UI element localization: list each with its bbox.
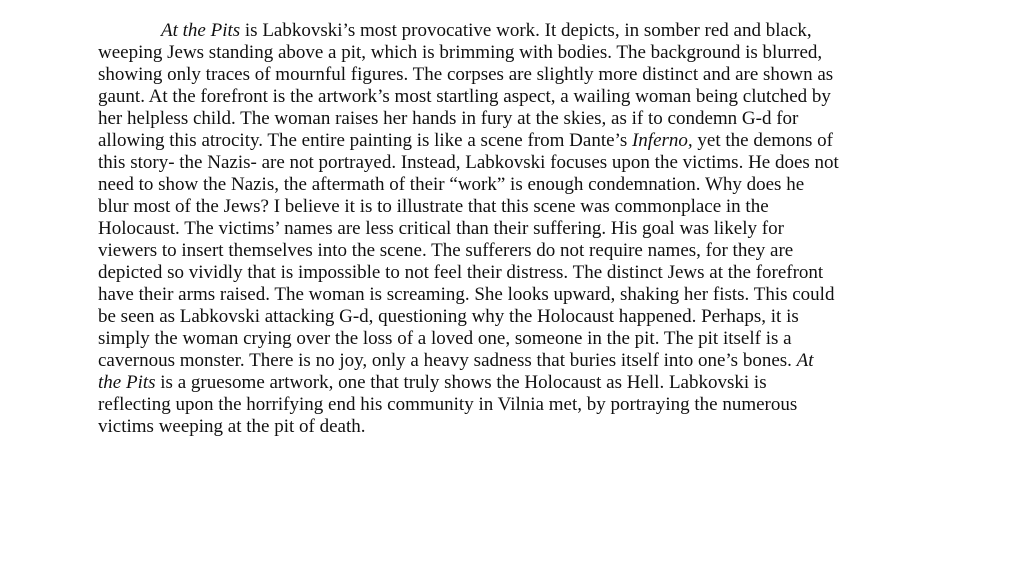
line-text: her helpless child. The woman raises her hands in fury at the skies, as if to condemn G-d for [98,108,799,129]
line-text: is a gruesome artwork, one that truly shows the Holocaust as Hell. Labkovski is [155,372,767,393]
line-text: allowing this atrocity. The entire painting is like a scene from Dante’s [98,130,632,151]
paragraph-line [98,350,814,372]
line-text: viewers to insert themselves into the scene. The sufferers do not require names, for they are [98,240,794,261]
line-text: reflecting upon the horrifying end his community in Vilnia met, by portraying the numerous [98,394,798,415]
line-text: is Labkovski’s most provocative work. It depicts, in somber red and black, [240,20,812,41]
line-text: victims weeping at the pit of death. [98,416,366,437]
line-text: yet the demons of [692,130,834,151]
line-text: cavernous monster. There is no joy, only a heavy sadness that buries itself into one’s bones. [98,350,797,371]
paragraph-line [98,64,833,86]
line-text: be seen as Labkovski attacking G-d, questioning why the Holocaust happened. Perhaps, it is [98,306,799,327]
paragraph-line [98,328,792,350]
paragraph-line [98,152,839,174]
line-text: this story- the Nazis- are not portrayed. Instead, Labkovski focuses upon the victims. He does not [98,152,839,173]
line-text: Holocaust. The victims’ names are less critical than their suffering. His goal was likely for [98,218,784,239]
line-text: simply the woman crying over the loss of a loved one, someone in the pit. The pit itself is a [98,328,792,349]
paragraph-line [98,108,798,130]
paragraph-line [98,42,822,64]
paragraph-line [98,416,366,438]
paragraph-line [98,174,804,196]
line-text: have their arms raised. The woman is screaming. She looks upward, shaking her fists. This could [98,284,835,305]
paragraph-line [98,284,834,306]
paragraph-line [98,306,799,328]
paragraph-line [98,86,831,108]
line-text: blur most of the Jews? I believe it is to illustrate that this scene was commonplace in the [98,196,769,217]
paragraph-line [161,20,812,42]
artwork-title: the Pits [98,372,156,393]
line-text: need to show the Nazis, the aftermath of their “work” is enough condemnation. Why does he [98,174,805,195]
artwork-title: At the Pits [161,20,241,41]
line-text: showing only traces of mournful figures. The corpses are slightly more distinct and are shown as [98,64,834,85]
inferno-title: Inferno, [631,130,693,151]
paragraph-line [98,218,784,240]
paragraph-line [98,240,793,262]
paragraph-line [98,372,767,394]
line-text: depicted so vividly that is impossible to not feel their distress. The distinct Jews at the forefront [98,262,824,283]
paragraph-line [98,394,797,416]
paragraph-line [98,196,769,218]
artwork-title: At [796,350,814,371]
line-text: weeping Jews standing above a pit, which is brimming with bodies. The background is blurred, [98,42,823,63]
paragraph-line [98,130,833,152]
line-text: gaunt. At the forefront is the artwork’s most startling aspect, a wailing woman being clutched by [98,86,831,107]
paragraph-line [98,262,823,284]
